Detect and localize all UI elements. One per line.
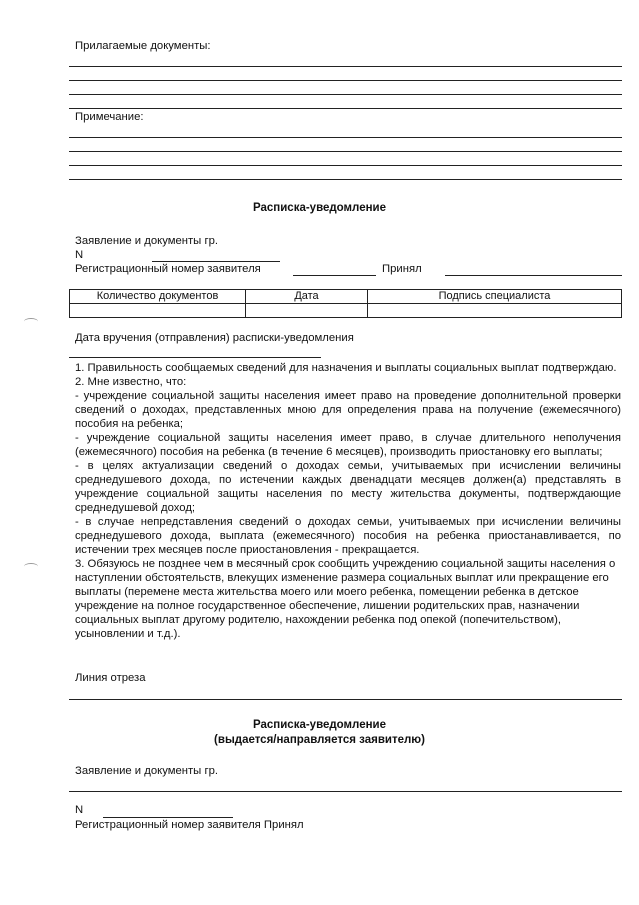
margin-mark-2 bbox=[24, 563, 38, 570]
n-label: N bbox=[75, 249, 84, 261]
statement-2d: - в случае непредставления сведений о доходах семьи, учитываемых при исчислении величины среднедушевого дохода, выплата (ежемесячного) пособия на ребенка приостанавливается, по истечении трех месяцев после приостановления - прекращается. bbox=[75, 516, 621, 556]
attachments-line-4 bbox=[69, 108, 622, 109]
statement-2c: - в целях актуализации сведений о доходах семьи, учитываемых при исчислении величины среднедушевого дохода, по истечении каждых двенадцати месяцев должен(а) представлять в учреждение социальной защиты населения по месту жительства документы, подтверждающие среднедушевой доход; bbox=[75, 460, 621, 514]
attachments-line-3 bbox=[69, 94, 622, 95]
receipt-title: Расписка-уведомление bbox=[252, 202, 387, 214]
statement-2a: - учреждение социальной защиты населения имеет право на проведение дополнительной проверки сведений о доходах, представленных мною для определения права на получение (ежемесячного) пособия на ребенка; bbox=[75, 390, 621, 430]
statement-1: 1. Правильность сообщаемых сведений для назначения и выплаты социальных выплат подтверждаю. bbox=[75, 362, 617, 374]
table-cell-count bbox=[70, 304, 246, 318]
receipt2-n-line bbox=[103, 817, 233, 818]
n-line bbox=[152, 261, 280, 262]
statement-2b: - учреждение социальной защиты населения имеет право, в случае длительного неполучения (ежемесячного) пособия на ребенка (в течение 6 месяцев), производить приостановку его выплаты; bbox=[75, 432, 621, 458]
receipt2-n-label: N bbox=[75, 804, 84, 816]
receipt2-application-line bbox=[69, 791, 622, 792]
table-cell-date bbox=[246, 304, 368, 318]
attachments-label: Прилагаемые документы: bbox=[75, 40, 211, 52]
note-line-2 bbox=[69, 151, 622, 152]
table-header-date: Дата bbox=[246, 290, 368, 304]
delivery-date-line bbox=[69, 357, 321, 358]
receipt2-subtitle: (выдается/направляется заявителю) bbox=[214, 734, 425, 746]
statement-3: 3. Обязуюсь не позднее чем в месячный срок сообщить учреждению социальной защиты населения о наступлении обстоятельств, влекущих изменение размера социальных выплат или прекращение его выплаты (перемене места жительства моего или моего ребенка, помещении ребенка в детское учреждение на полное государственное обеспечение, лишении родительских прав, назначении социальных выплат другому родителю, нахождении ребенка под опекой (попечительством), усыновлении и т.д.). bbox=[75, 558, 616, 640]
table-header-row bbox=[70, 290, 622, 304]
reg-number-line bbox=[293, 275, 376, 276]
table-row bbox=[70, 304, 622, 318]
receipt2-reg-accepted-label: Регистрационный номер заявителя Принял bbox=[75, 819, 304, 831]
cut-line-label: Линия отреза bbox=[75, 672, 146, 684]
receipt-table bbox=[69, 289, 622, 318]
note-line-3 bbox=[69, 165, 622, 166]
table-header-count: Количество документов bbox=[70, 290, 246, 304]
receipt2-application-from-label: Заявление и документы гр. bbox=[75, 765, 218, 777]
accepted-label: Принял bbox=[382, 263, 422, 275]
note-line-1 bbox=[69, 137, 622, 138]
application-from-label: Заявление и документы гр. bbox=[75, 235, 218, 247]
statement-2: 2. Мне известно, что: bbox=[75, 376, 187, 388]
table-cell-signature bbox=[368, 304, 622, 318]
note-line-4 bbox=[69, 179, 622, 180]
attachments-line-1 bbox=[69, 66, 622, 67]
table-header-signature: Подпись специалиста bbox=[368, 290, 622, 304]
statements-block bbox=[75, 361, 621, 641]
margin-mark-1 bbox=[24, 318, 38, 325]
note-label: Примечание: bbox=[75, 111, 144, 123]
attachments-line-2 bbox=[69, 80, 622, 81]
accepted-line bbox=[445, 275, 622, 276]
delivery-date-label: Дата вручения (отправления) расписки-уведомления bbox=[75, 332, 354, 344]
reg-number-label: Регистрационный номер заявителя bbox=[75, 263, 261, 275]
receipt2-title: Расписка-уведомление bbox=[252, 719, 387, 731]
cut-line bbox=[69, 699, 622, 700]
